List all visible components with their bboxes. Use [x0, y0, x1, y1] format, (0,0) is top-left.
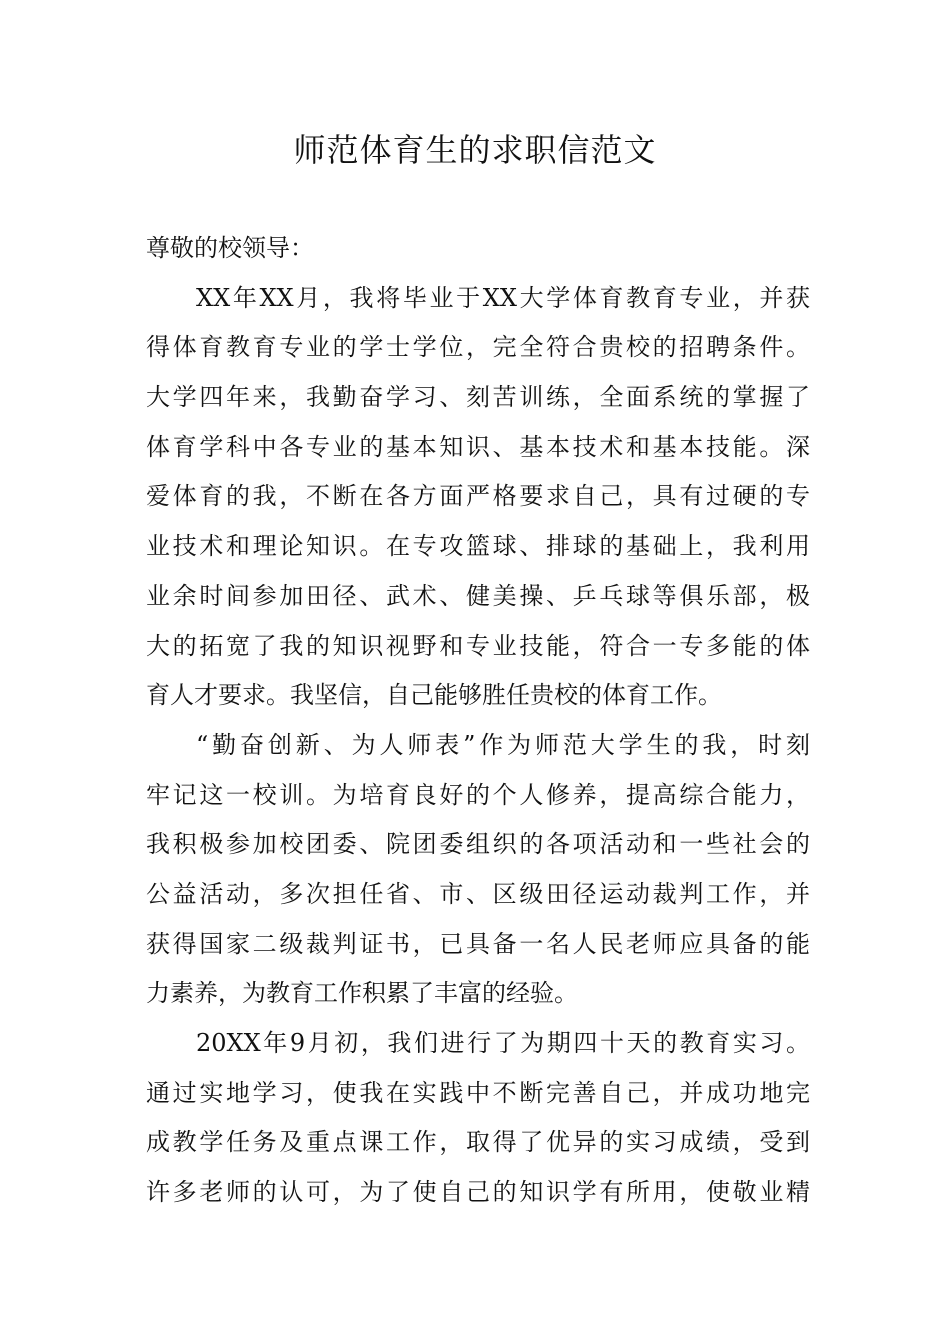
- paragraph-1-line-4: 体育学科中各专业的基本知识、基本技术和基本技能。深: [146, 432, 810, 461]
- paragraph-2-line-2: 牢记这一校训。为培育良好的个人修养，提高综合能力，: [146, 780, 810, 809]
- paragraph-3-line-3: 成教学任务及重点课工作，取得了优异的实习成绩，受到: [146, 1128, 810, 1157]
- paragraph-2-line-4: 公益活动，多次担任省、市、区级田径运动裁判工作，并: [146, 879, 810, 908]
- paragraph-2-line-5: 获得国家二级裁判证书，已具备一名人民老师应具备的能: [146, 929, 810, 958]
- paragraph-3-line-1: 20XX年9月初，我们进行了为期四十天的教育实习。: [196, 1029, 810, 1057]
- paragraph-2-line-6: 力素养，为教育工作积累了丰富的经验。: [146, 979, 578, 1008]
- paragraph-1-line-8: 大的拓宽了我的知识视野和专业技能，符合一专多能的体: [146, 631, 810, 660]
- paragraph-3-line-2: 通过实地学习，使我在实践中不断完善自己，并成功地完: [146, 1078, 810, 1107]
- salutation: 尊敬的校领导：: [146, 234, 314, 262]
- paragraph-1-line-2: 得体育教育专业的学士学位，完全符合贵校的招聘条件。: [146, 333, 810, 362]
- paragraph-1-line-6: 业技术和理论知识。在专攻篮球、排球的基础上，我利用: [146, 532, 810, 561]
- paragraph-1-line-7: 业余时间参加田径、武术、健美操、乒乓球等俱乐部，极: [146, 581, 810, 610]
- paragraph-1-line-3: 大学四年来，我勤奋学习、刻苦训练，全面系统的掌握了: [146, 383, 810, 412]
- document-title: 师范体育生的求职信范文: [293, 131, 657, 169]
- paragraph-1-line-5: 爱体育的我，不断在各方面严格要求自己，具有过硬的专: [146, 482, 810, 511]
- letter-body: [146, 224, 810, 1218]
- paragraph-2-line-3: 我积极参加校团委、院团委组织的各项活动和一些社会的: [146, 830, 810, 859]
- paragraph-1-line-1: XX年XX月，我将毕业于XX大学体育教育专业，并获: [196, 283, 810, 312]
- paragraph-1-line-9: 育人才要求。我坚信，自己能够胜任贵校的体育工作。: [146, 681, 722, 710]
- paragraph-2-line-1: “勤奋创新、为人师表”作为师范大学生的我，时刻: [196, 730, 810, 759]
- paragraph-3-line-4: 许多老师的认可，为了使自己的知识学有所用，使敬业精: [146, 1178, 810, 1207]
